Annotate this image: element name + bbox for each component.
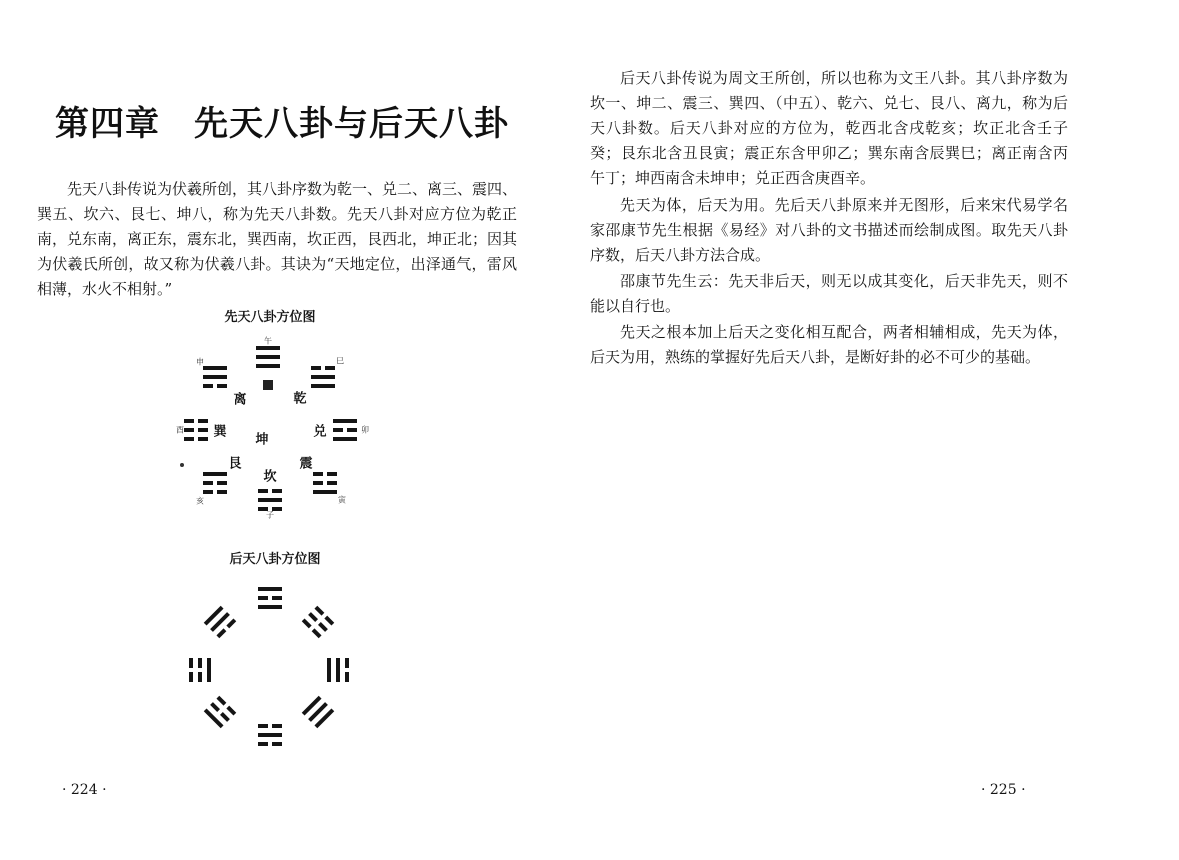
center-mark	[263, 380, 273, 390]
page-number: · 224 ·	[62, 782, 107, 798]
dot-mark	[180, 463, 184, 467]
trigram-xun-symbol	[204, 606, 237, 639]
trigram-kan-symbol	[258, 724, 282, 746]
chapter-number: 第四章	[55, 104, 160, 144]
chapter-name: 先天八卦与后天八卦	[194, 104, 509, 144]
trigram-name: 艮	[228, 456, 242, 472]
page-number: · 225 ·	[981, 782, 1026, 798]
direction-label: 巳	[336, 356, 344, 366]
trigram-name: 巽	[213, 424, 227, 440]
trigram-zhen-symbol	[189, 658, 211, 682]
trigram-qian-symbol	[256, 346, 280, 368]
trigram-zhen-symbol	[313, 472, 337, 494]
figure-caption-xiantian: 先天八卦方位图	[224, 310, 316, 325]
direction-label: 申	[196, 357, 204, 367]
trigram-li-symbol	[258, 587, 282, 609]
trigram-name: 离	[233, 392, 247, 408]
trigram-qian-symbol	[302, 696, 335, 729]
right-page	[560, 0, 1179, 860]
figure-caption-houtian: 后天八卦方位图	[229, 552, 321, 567]
body-paragraph: 邵康节先生云：先天非后天，则无以成其变化，后天非先天，则不能以自行也。	[590, 272, 1068, 315]
trigram-name: 乾	[293, 391, 307, 407]
trigram-dui-symbol	[327, 658, 349, 682]
direction-label: 亥	[196, 496, 204, 506]
trigram-dui-symbol	[311, 366, 335, 388]
direction-label: 子	[266, 510, 274, 520]
direction-label: 午	[264, 336, 272, 346]
body-paragraph: 先天之根本加上后天之变化相互配合，两者相辅相成，先天为体，后天为用，熟练的掌握好先后天八卦，是断好卦的必不可少的基础。	[590, 323, 1068, 366]
direction-label: 酉	[176, 425, 184, 435]
body-paragraph: 后天八卦传说为周文王所创，所以也称为文王八卦。其八卦序数为坎一、坤二、震三、巽四、（中五）、乾六、兑七、艮八、离九，称为后天八卦数。后天八卦对应的方位为，乾西北含戌乾亥；坎正北含壬子癸；艮东北含丑艮寅；震正东含甲卯乙；巽东南含辰巽巳；离正南含丙午丁；坤西南含未坤申；兑正西含庚酉辛。	[590, 69, 1068, 187]
trigram-name: 坎	[263, 469, 277, 485]
trigram-kun-symbol	[302, 606, 335, 639]
trigram-kan-symbol	[258, 489, 282, 511]
chapter-title	[55, 96, 509, 145]
trigram-name: 坤	[255, 432, 269, 448]
trigram-name: 兑	[313, 424, 327, 440]
direction-label: 寅	[338, 495, 346, 505]
left-page	[0, 0, 560, 860]
trigram-kun-symbol	[184, 419, 208, 441]
trigram-xun-symbol	[203, 366, 227, 388]
body-paragraph: 先天为体，后天为用。先后天八卦原来并无图形，后来宋代易学名家邵康节先生根据《易经》对八卦的文书描述而绘制成图。取先天八卦序数，后天八卦方法合成。	[590, 196, 1068, 264]
trigram-gen-symbol	[204, 696, 237, 729]
trigram-li-symbol	[333, 419, 357, 441]
trigram-name: 震	[299, 456, 313, 472]
xiantian-bagua-diagram	[160, 335, 390, 525]
direction-label: 卯	[361, 425, 369, 435]
houtian-bagua-diagram	[160, 570, 390, 770]
body-paragraph: 先天八卦传说为伏羲所创，其八卦序数为乾一、兑二、离三、震四、巽五、坎六、艮七、坤八，称为先天八卦数。先天八卦对应方位为乾正南，兑东南，离正东，震东北，巽西南，坎正西，艮西北，坤正北；因其为伏羲氏所创，故又称为伏羲八卦。其诀为“天地定位，出泽通气，雷风相薄，水火不相射。”	[37, 180, 518, 298]
trigram-gen-symbol	[203, 472, 227, 494]
